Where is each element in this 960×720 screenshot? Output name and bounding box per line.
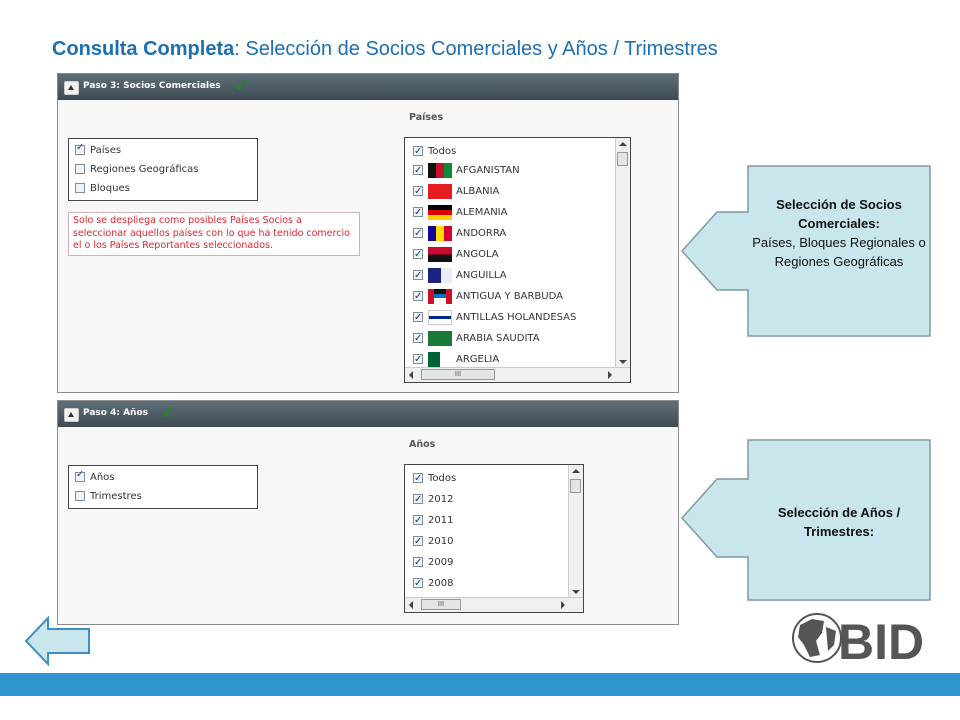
checkbox[interactable] bbox=[413, 186, 423, 196]
list-item[interactable]: ✓2010 bbox=[413, 533, 453, 551]
option-anios[interactable]: ✓Años bbox=[75, 472, 115, 483]
checkbox[interactable] bbox=[413, 146, 423, 156]
horizontal-scrollbar[interactable] bbox=[405, 597, 583, 612]
countries-label: Países bbox=[409, 112, 444, 123]
scroll-right-icon[interactable] bbox=[561, 601, 565, 609]
years-list[interactable] bbox=[404, 464, 584, 613]
step4-panel bbox=[57, 400, 679, 625]
list-item[interactable]: ✓2012 bbox=[413, 491, 453, 509]
socios-callout-text bbox=[748, 195, 930, 271]
scroll-up-icon[interactable] bbox=[619, 142, 627, 146]
option-paises[interactable]: ✓Países bbox=[75, 145, 121, 156]
scroll-thumb[interactable]: III bbox=[421, 599, 461, 610]
albania-flag-icon bbox=[428, 184, 452, 199]
anios-callout-heading: Selección de Años / Trimestres: bbox=[777, 505, 901, 539]
list-item[interactable]: ✓ANDORRA bbox=[413, 225, 506, 243]
anguilla-flag-icon bbox=[428, 268, 452, 283]
list-item[interactable]: ✓ANGUILLA bbox=[413, 267, 507, 285]
list-item[interactable]: ✓2009 bbox=[413, 554, 453, 572]
partner-type-options bbox=[68, 138, 258, 201]
checkbox[interactable] bbox=[413, 165, 423, 175]
partner-note: Solo se despliega como posibles Países Socios a seleccionar aquellos países con lo que ha tenido comercio el o los Países Reportantes seleccionados. bbox=[68, 212, 360, 256]
option-regiones[interactable]: Regiones Geográficas bbox=[75, 164, 199, 175]
period-type-options bbox=[68, 465, 258, 509]
checkbox[interactable] bbox=[413, 515, 423, 525]
vertical-scrollbar[interactable] bbox=[568, 465, 583, 598]
option-bloques[interactable]: Bloques bbox=[75, 183, 130, 194]
scroll-right-icon[interactable] bbox=[608, 371, 612, 379]
socios-callout-heading: Selección de Socios Comerciales: bbox=[776, 197, 902, 231]
checkbox[interactable] bbox=[413, 578, 423, 588]
page-title-rest: : Selección de Socios Comerciales y Años / Trimestres bbox=[234, 38, 718, 60]
list-item[interactable]: ✓ARGELIA bbox=[413, 351, 499, 369]
scroll-down-icon[interactable] bbox=[619, 360, 627, 364]
netherlands-antilles-flag-icon bbox=[428, 310, 452, 325]
page-title-bold: Consulta Completa bbox=[52, 38, 235, 60]
list-item[interactable]: ✓ALBANIA bbox=[413, 183, 499, 201]
countries-list[interactable] bbox=[404, 137, 631, 383]
checkbox[interactable] bbox=[413, 207, 423, 217]
collapse-icon[interactable] bbox=[64, 81, 79, 95]
list-item[interactable]: ✓Todos bbox=[413, 470, 456, 488]
list-item[interactable]: ✓ANTIGUA Y BARBUDA bbox=[413, 288, 563, 306]
list-item[interactable]: ✓Todos bbox=[413, 143, 456, 161]
step3-title: Paso 3: Socios Comerciales bbox=[83, 81, 221, 91]
socios-callout-body: Países, Bloques Regionales o Regiones Geográficas bbox=[752, 235, 926, 269]
list-item[interactable]: ✓AFGANISTAN bbox=[413, 162, 520, 180]
angola-flag-icon bbox=[428, 247, 452, 262]
checkbox[interactable] bbox=[413, 312, 423, 322]
checkbox[interactable] bbox=[75, 183, 85, 193]
list-item[interactable]: ✓ANGOLA bbox=[413, 246, 499, 264]
checkbox[interactable] bbox=[75, 164, 85, 174]
germany-flag-icon bbox=[428, 205, 452, 220]
collapse-icon[interactable] bbox=[64, 408, 79, 422]
scroll-up-icon[interactable] bbox=[572, 469, 580, 473]
page-title bbox=[52, 38, 718, 61]
list-item[interactable]: ✓ALEMANIA bbox=[413, 204, 507, 222]
step4-title: Paso 4: Años bbox=[83, 408, 149, 418]
scroll-left-icon[interactable] bbox=[409, 601, 413, 609]
bottom-bar bbox=[0, 673, 960, 696]
checkbox[interactable] bbox=[413, 494, 423, 504]
step3-panel bbox=[57, 73, 679, 393]
afghanistan-flag-icon bbox=[428, 163, 452, 178]
list-item[interactable]: ✓2011 bbox=[413, 512, 453, 530]
scroll-down-icon[interactable] bbox=[572, 590, 580, 594]
scroll-thumb[interactable] bbox=[617, 152, 628, 166]
checkbox[interactable] bbox=[413, 333, 423, 343]
checkbox[interactable] bbox=[413, 249, 423, 259]
algeria-flag-icon bbox=[428, 352, 452, 367]
years-label: Años bbox=[409, 439, 436, 450]
checkbox[interactable] bbox=[413, 291, 423, 301]
anios-callout-text bbox=[748, 503, 930, 541]
andorra-flag-icon bbox=[428, 226, 452, 241]
checkbox[interactable] bbox=[413, 228, 423, 238]
checkbox[interactable] bbox=[75, 491, 85, 501]
horizontal-scrollbar[interactable] bbox=[405, 367, 630, 382]
checkbox[interactable] bbox=[413, 557, 423, 567]
list-item[interactable]: ✓2008 bbox=[413, 575, 453, 593]
antigua-flag-icon bbox=[428, 289, 452, 304]
checkbox[interactable] bbox=[413, 473, 423, 483]
step3-header bbox=[58, 74, 678, 100]
completed-check-icon: ✓ bbox=[234, 73, 251, 97]
checkbox[interactable] bbox=[413, 270, 423, 280]
list-item[interactable]: ✓ARABIA SAUDITA bbox=[413, 330, 540, 348]
option-trimestres[interactable]: Trimestres bbox=[75, 491, 142, 502]
vertical-scrollbar[interactable] bbox=[615, 138, 630, 368]
svg-text:BID: BID bbox=[838, 614, 925, 665]
scroll-thumb[interactable] bbox=[570, 479, 581, 493]
scroll-left-icon[interactable] bbox=[409, 371, 413, 379]
scroll-thumb[interactable]: III bbox=[421, 369, 495, 380]
back-arrow-icon[interactable] bbox=[24, 616, 92, 666]
checkbox[interactable] bbox=[413, 536, 423, 546]
saudi-arabia-flag-icon bbox=[428, 331, 452, 346]
completed-check-icon: ✓ bbox=[160, 400, 177, 424]
bid-logo bbox=[792, 611, 936, 665]
step4-header bbox=[58, 401, 678, 427]
checkbox[interactable] bbox=[75, 145, 85, 155]
list-item[interactable]: ✓ANTILLAS HOLANDESAS bbox=[413, 309, 576, 327]
checkbox[interactable] bbox=[413, 354, 423, 364]
checkbox[interactable] bbox=[75, 472, 85, 482]
